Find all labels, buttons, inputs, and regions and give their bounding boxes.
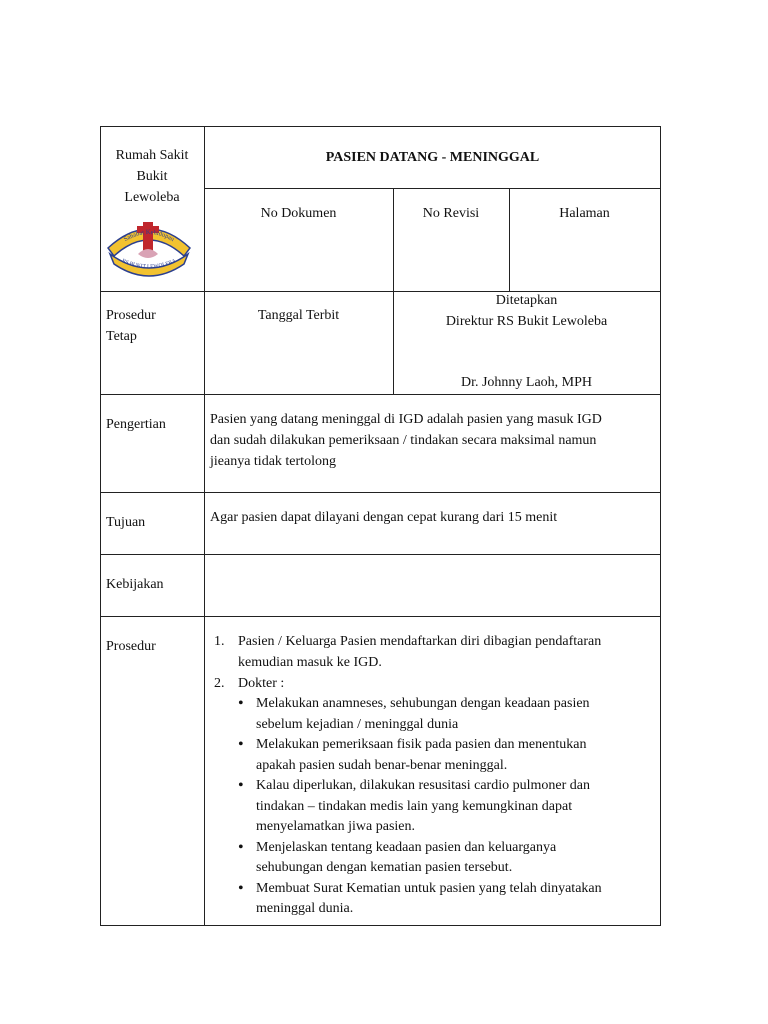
prosedur-tetap-row-divider <box>100 394 661 395</box>
bullet-text-line: • Melakukan pemeriksaan fisik pada pasien dan menentukan <box>256 737 587 752</box>
bullet-item <box>238 694 650 735</box>
bullet-item <box>238 879 650 920</box>
kebijakan-label: Kebijakan <box>106 577 164 592</box>
bullet-text-line: menyelamatkan jiwa pasien. <box>256 819 415 834</box>
step-text-line: Pasien / Keluarga Pasien mendaftarkan diri dibagian pendaftaran <box>238 634 602 649</box>
hospital-name-line: Bukit <box>136 169 168 184</box>
hospital-name <box>100 145 204 208</box>
pengertian-text <box>210 409 602 472</box>
kebijakan-row-divider <box>100 616 661 617</box>
pengertian-text-line: dan sudah dilakukan pemeriksaan / tindakan secara maksimal namun <box>210 433 597 448</box>
bullet-text-line: sehubungan dengan kematian pasien tersebut. <box>256 860 513 875</box>
bullet-text-line: meninggal dunia. <box>256 901 354 916</box>
prosedur-tetap-label-line: Tetap <box>106 329 137 344</box>
prosedur-step <box>210 673 650 920</box>
bullet-text-line: • Kalau diperlukan, dilakukan resusitasi cardio pulmoner dan <box>256 778 590 793</box>
hospital-cross-logo-icon <box>104 210 194 278</box>
hospital-name-line: Lewoleba <box>124 190 180 205</box>
step-number: 2. <box>214 676 225 691</box>
logo-ribbon-bottom-text: RS BUKIT LEWOLEBA <box>120 258 178 271</box>
step-number: 1. <box>214 634 225 649</box>
table-border-left <box>100 126 101 926</box>
pengertian-row-divider <box>100 492 661 493</box>
bullet-text-line: tindakan – tindakan medis lain yang kemungkinan dapat <box>256 798 573 814</box>
bullet-item <box>238 776 650 838</box>
bullet-text-line: sebelum kejadian / meninggal dunia <box>256 716 459 732</box>
table-border-bottom <box>100 925 661 926</box>
prosedur-label: Prosedur <box>106 639 156 654</box>
dokter-bullet-list <box>238 694 650 920</box>
document-title: PASIEN DATANG - MENINGGAL <box>325 150 540 165</box>
tujuan-row-divider <box>100 554 661 555</box>
table-border-right <box>660 126 661 926</box>
bullet-text-line: • Membuat Surat Kematian untuk pasien yang telah dinyatakan <box>256 880 602 896</box>
prosedur-tetap-label <box>106 305 156 347</box>
no-dokumen-label: No Dokumen <box>260 206 337 221</box>
direktur-label: Direktur RS Bukit Lewoleba <box>445 314 608 329</box>
step-text-line: Dokter : <box>238 676 285 691</box>
logo-ribbon-top-text: Sahabat Kehidupan <box>122 228 176 244</box>
halaman-label: Halaman <box>559 206 610 221</box>
title-row-divider <box>204 188 661 189</box>
bullet-item <box>238 735 650 776</box>
bullet-text-line: • Menjelaskan tentang keadaan pasien dan keluarganya <box>256 839 557 855</box>
step-text-line: kemudian masuk ke IGD. <box>238 655 382 670</box>
tujuan-label: Tujuan <box>106 515 146 530</box>
bullet-text-line: • Melakukan anamneses, sehubungan dengan keadaan pasien <box>256 696 590 711</box>
tujuan-text: Agar pasien dapat dilayani dengan cepat kurang dari 15 menit <box>210 510 558 525</box>
no-revisi-label: No Revisi <box>422 206 480 221</box>
table-border-top <box>100 126 661 127</box>
signatory-name: Dr. Johnny Laoh, MPH <box>460 375 593 390</box>
pengertian-text-line: jieanya tidak tertolong <box>210 454 336 469</box>
prosedur-steps <box>210 631 650 920</box>
pengertian-text-line: Pasien yang datang meninggal di IGD adalah pasien yang masuk IGD <box>210 412 602 427</box>
bullet-item <box>238 838 650 879</box>
label-column-divider <box>204 126 205 926</box>
prosedur-tetap-label-line: Prosedur <box>106 308 156 323</box>
prosedur-step <box>210 631 650 673</box>
hospital-name-line: Rumah Sakit <box>115 148 189 163</box>
pengertian-label: Pengertian <box>106 417 166 432</box>
tanggal-terbit-label: Tanggal Terbit <box>257 308 340 323</box>
bullet-text-line: apakah pasien sudah benar-benar meninggal. <box>256 757 508 773</box>
ditetapkan-label: Ditetapkan <box>495 293 558 308</box>
